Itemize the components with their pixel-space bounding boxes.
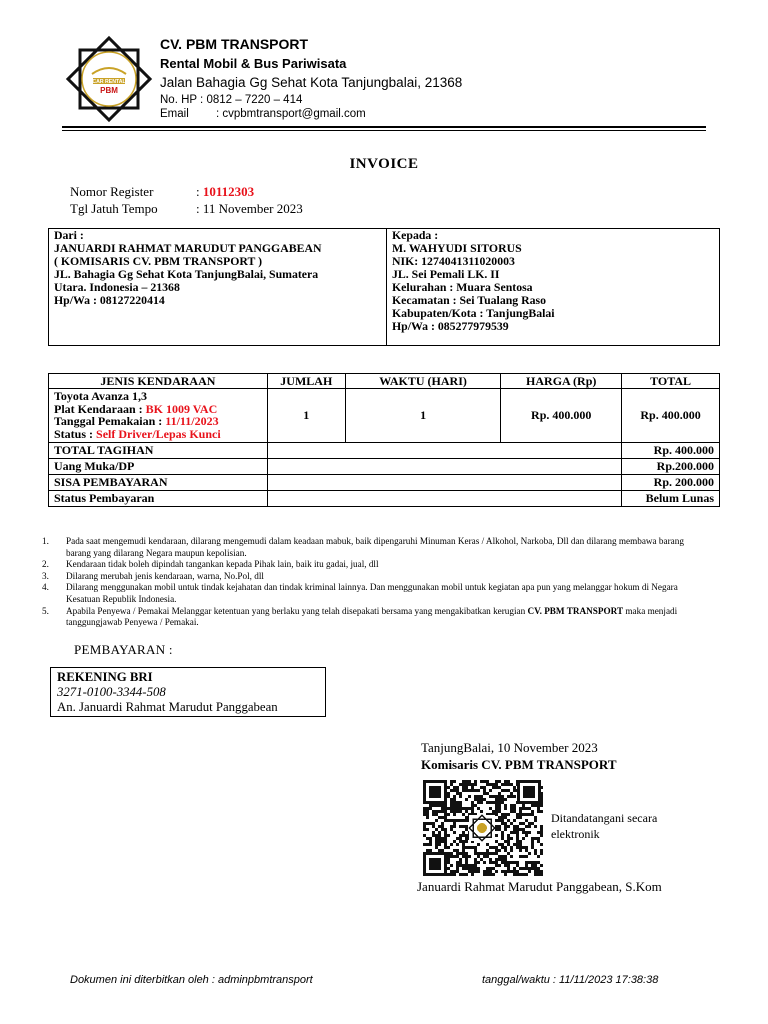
- rental-status: [54, 428, 262, 441]
- due-date-row: [70, 201, 303, 217]
- summary-spacer: [267, 459, 621, 475]
- summary-label: SISA PEMBAYARAN: [49, 475, 268, 491]
- list-item: [42, 559, 702, 571]
- account-holder: An. Januardi Rahmat Marudut Panggabean: [57, 700, 278, 714]
- register-value: 10112303: [202, 184, 255, 199]
- item-price: Rp. 400.000: [501, 389, 622, 443]
- company-phone: No. HP : 0812 – 7220 – 414: [160, 94, 303, 106]
- payment-label: PEMBAYARAN :: [74, 642, 173, 657]
- signature-role: Komisaris CV. PBM TRANSPORT: [421, 757, 617, 772]
- due-date-label: Tgl Jatuh Tempo: [70, 201, 158, 216]
- recipient-line: Kepada :: [392, 228, 439, 242]
- plate-label: Plat Kendaraan :: [54, 401, 146, 416]
- register-row: [70, 184, 254, 200]
- invoice-title: INVOICE: [349, 156, 419, 172]
- signature-place-date: TanjungBalai, 10 November 2023: [421, 740, 598, 755]
- company-logo: [64, 34, 154, 124]
- term-company-name: CV. PBM TRANSPORT: [527, 605, 624, 616]
- summary-label: TOTAL TAGIHAN: [49, 443, 268, 459]
- term-number: 1.: [42, 536, 49, 546]
- e-signature-line: elektronik: [551, 827, 600, 841]
- recipient-line: NIK: 1274041311020003: [392, 254, 515, 268]
- list-item: [42, 536, 702, 559]
- company-email: [160, 108, 366, 120]
- bank-account-box: [50, 667, 326, 717]
- list-item: [42, 606, 702, 629]
- recipient-line: Hp/Wa : 085277979539: [392, 319, 509, 333]
- item-days: 1: [345, 389, 501, 443]
- register-label: Nomor Register: [70, 184, 154, 199]
- recipient-line: Kecamatan : Sei Tualang Raso: [392, 293, 547, 307]
- usage-date-value: 11/11/2023: [165, 414, 219, 429]
- header-quantity: JUMLAH: [267, 374, 345, 389]
- header-vehicle-type: JENIS KENDARAAN: [49, 374, 268, 389]
- term-text: Pada saat mengemudi kendaraan, dilarang mengemudi dalam keadaan mabuk, baik dipengaruhi Minuman Keras / Alkohol, Narkoba, Dll dan dilarang membawa barang barang yang dilarang Negara maupun kepolisian.: [66, 536, 684, 558]
- header-rule-thin: [62, 130, 706, 131]
- term-text: Dilarang merubah jenis kendaraan, warna, No.Pol, dll: [66, 570, 264, 581]
- recipient-line: Kelurahan : Muara Sentosa: [392, 280, 533, 294]
- sender-line: ( KOMISARIS CV. PBM TRANSPORT ): [54, 254, 263, 268]
- status-value: Self Driver/Lepas Kunci: [96, 426, 221, 441]
- summary-row-down-payment: [49, 459, 720, 475]
- summary-spacer: [267, 443, 621, 459]
- parties-box: [48, 228, 720, 346]
- term-text: Dilarang menggunakan mobil untuk tindak kejahatan dan tindak kriminal lainnya. Dan menggunakan mobil untuk kegiatan apa pun yang melanggar hokum di Negara Kesatuan Republik Indonesia.: [66, 582, 678, 604]
- term-number: 5.: [42, 605, 49, 616]
- e-signature-line: Ditandatangani secara: [551, 811, 658, 825]
- logo-text-top: CAR RENTAL: [92, 79, 126, 85]
- summary-label: Uang Muka/DP: [49, 459, 268, 475]
- summary-spacer: [267, 475, 621, 491]
- table-header-row: [49, 374, 720, 389]
- term-text-before: Apabila Penyewa / Pemakai Melanggar ketentuan yang berlaku yang telah disepakati bersama yang mengakibatkan kerugian: [66, 605, 528, 616]
- email-value: : cvpbmtransport@gmail.com: [216, 108, 366, 120]
- company-name: CV. PBM TRANSPORT: [160, 36, 309, 52]
- vehicle-model: Toyota Avanza 1,3: [54, 389, 148, 403]
- summary-row-total: [49, 443, 720, 459]
- term-number: 4.: [42, 582, 49, 593]
- sender-line: Dari :: [54, 228, 84, 242]
- footer-timestamp: tanggal/waktu : 11/11/2023 17:38:38: [482, 974, 659, 986]
- sender-block: [54, 229, 382, 307]
- vehicle-details: [49, 389, 268, 443]
- recipient-line: Kabupaten/Kota : TanjungBalai: [392, 306, 555, 320]
- footer-issued-by: Dokumen ini diterbitkan oleh : adminpbmtransport: [70, 974, 313, 986]
- plate-value: BK 1009 VAC: [145, 401, 218, 416]
- sender-line: Hp/Wa : 08127220414: [54, 293, 165, 307]
- summary-value: Rp.200.000: [622, 459, 720, 475]
- e-signature-note: [551, 810, 701, 842]
- register-colon: :: [196, 184, 203, 199]
- rental-table: [48, 373, 720, 507]
- terms-list: [42, 536, 702, 629]
- account-number: 3271-0100-3344-508: [57, 685, 166, 699]
- recipient-line: JL. Sei Pemali LK. II: [392, 267, 500, 281]
- sender-line: JANUARDI RAHMAT MARUDUT PANGGABEAN: [54, 241, 322, 255]
- summary-value: Rp. 400.000: [622, 443, 720, 459]
- recipient-block: [392, 229, 717, 333]
- term-text-after: maka menjadi tanggungjawab Penyewa / Pemakai.: [66, 605, 678, 628]
- term-number: 2.: [42, 559, 49, 570]
- header-days: WAKTU (HARI): [345, 374, 501, 389]
- table-row: [49, 389, 720, 443]
- sender-line: Utara. Indonesia – 21368: [54, 280, 180, 294]
- header-rule-thick: [62, 126, 706, 128]
- usage-date-label: Tanggal Pemakaian :: [54, 414, 166, 429]
- sender-line: JL. Bahagia Gg Sehat Kota TanjungBalai, Sumatera: [54, 267, 319, 281]
- status-label: Status :: [54, 426, 97, 441]
- list-item: [42, 571, 702, 583]
- logo-text-main: PBM: [100, 86, 118, 95]
- term-number: 3.: [42, 570, 49, 581]
- due-date-value: : 11 November 2023: [196, 201, 303, 216]
- header-total: TOTAL: [622, 374, 720, 389]
- signatory-name: Januardi Rahmat Marudut Panggabean, S.Kom: [417, 879, 662, 894]
- summary-spacer: [267, 491, 621, 507]
- payment-status-value: Belum Lunas: [622, 491, 720, 507]
- recipient-line: M. WAHYUDI SITORUS: [392, 241, 522, 255]
- item-total: Rp. 400.000: [622, 389, 720, 443]
- list-item: [42, 582, 702, 605]
- email-label: Email: [160, 108, 189, 120]
- term-text: [66, 606, 702, 629]
- parties-divider: [386, 229, 387, 345]
- item-quantity: 1: [267, 389, 345, 443]
- bank-name: REKENING BRI: [57, 670, 153, 684]
- header-price: HARGA (Rp): [501, 374, 622, 389]
- summary-label: Status Pembayaran: [49, 491, 268, 507]
- company-tagline: Rental Mobil & Bus Pariwisata: [160, 56, 347, 71]
- summary-row-remaining: [49, 475, 720, 491]
- qr-code-icon: [421, 778, 543, 878]
- term-text: Kendaraan tidak boleh dipindah tangankan kepada Pihak lain, baik itu gadai, jual, dll: [66, 559, 379, 570]
- company-address: Jalan Bahagia Gg Sehat Kota Tanjungbalai, 21368: [160, 75, 463, 90]
- summary-row-status: [49, 491, 720, 507]
- summary-value: Rp. 200.000: [622, 475, 720, 491]
